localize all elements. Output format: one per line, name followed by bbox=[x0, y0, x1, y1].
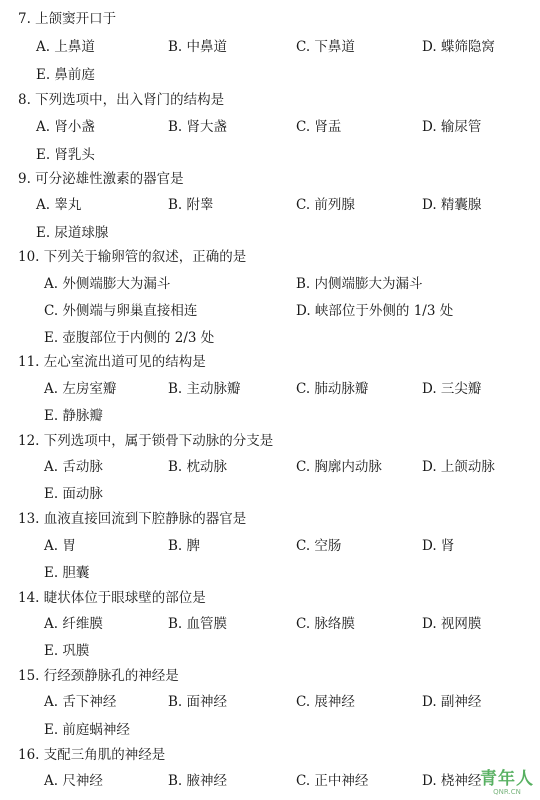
option-b: B. 脾 bbox=[168, 538, 201, 554]
question-title: 8. 下列选项中，出入肾门的结构是 bbox=[18, 92, 225, 108]
option-b: B. 枕动脉 bbox=[168, 459, 228, 475]
option-b: B. 主动脉瓣 bbox=[168, 381, 241, 397]
watermark-logo-text: 青年人 bbox=[480, 769, 534, 789]
question-title: 10. 下列关于输卵管的叙述，正确的是 bbox=[18, 249, 247, 265]
watermark-domain: QNR.CN bbox=[493, 788, 521, 796]
option-e: E. 胆囊 bbox=[44, 565, 90, 581]
option-b: B. 肾大盏 bbox=[168, 119, 228, 135]
option-c: C. 肾盂 bbox=[296, 119, 342, 135]
option-d: D. 视网膜 bbox=[422, 616, 482, 632]
option-c: C. 下鼻道 bbox=[296, 39, 355, 55]
question-title: 9. 可分泌雄性激素的器官是 bbox=[18, 171, 184, 187]
option-a: A. 上鼻道 bbox=[36, 39, 95, 55]
option-e: E. 尿道球腺 bbox=[36, 225, 109, 241]
question-title: 7. 上颌窦开口于 bbox=[18, 11, 117, 27]
question-title: 14. 睫状体位于眼球壁的部位是 bbox=[18, 590, 206, 606]
option-d: D. 峡部位于外侧的 1/3 处 bbox=[296, 303, 454, 319]
option-a: A. 舌动脉 bbox=[44, 459, 103, 475]
question-title: 13. 血液直接回流到下腔静脉的器官是 bbox=[18, 511, 247, 527]
option-e: E. 鼻前庭 bbox=[36, 67, 95, 83]
option-e: E. 前庭蜗神经 bbox=[44, 722, 130, 738]
option-a: A. 尺神经 bbox=[44, 773, 103, 789]
option-c: C. 前列腺 bbox=[296, 197, 355, 213]
question-title: 11. 左心室流出道可见的结构是 bbox=[18, 354, 206, 370]
option-a: A. 胃 bbox=[44, 538, 76, 554]
option-b: B. 中鼻道 bbox=[168, 39, 228, 55]
option-c: C. 外侧端与卵巢直接相连 bbox=[44, 303, 198, 319]
option-c: C. 脉络膜 bbox=[296, 616, 355, 632]
option-a: A. 睾丸 bbox=[36, 197, 82, 213]
option-a: A. 左房室瓣 bbox=[44, 381, 117, 397]
option-d: D. 输尿管 bbox=[422, 119, 482, 135]
option-d: D. 蝶筛隐窝 bbox=[422, 39, 495, 55]
option-b: B. 附睾 bbox=[168, 197, 214, 213]
option-c: C. 胸廓内动脉 bbox=[296, 459, 382, 475]
option-d: D. 肾 bbox=[422, 538, 455, 554]
option-c: C. 肺动脉瓣 bbox=[296, 381, 369, 397]
option-a: A. 肾小盏 bbox=[36, 119, 95, 135]
option-b: B. 面神经 bbox=[168, 694, 228, 710]
option-e: E. 面动脉 bbox=[44, 486, 103, 502]
option-e: E. 巩膜 bbox=[44, 643, 90, 659]
option-a: A. 纤维膜 bbox=[44, 616, 103, 632]
option-b: B. 腋神经 bbox=[168, 773, 228, 789]
option-c: C. 正中神经 bbox=[296, 773, 369, 789]
option-e: E. 壶腹部位于内侧的 2/3 处 bbox=[44, 330, 215, 346]
option-d: D. 精囊腺 bbox=[422, 197, 482, 213]
question-title: 16. 支配三角肌的神经是 bbox=[18, 747, 166, 763]
question-title: 12. 下列选项中，属于锁骨下动脉的分支是 bbox=[18, 433, 274, 449]
option-e: E. 肾乳头 bbox=[36, 147, 95, 163]
question-title: 15. 行经颈静脉孔的神经是 bbox=[18, 668, 179, 684]
option-b: B. 血管膜 bbox=[168, 616, 228, 632]
option-d: D. 桡神经 bbox=[422, 773, 482, 789]
option-b: B. 内侧端膨大为漏斗 bbox=[296, 276, 423, 292]
option-c: C. 空肠 bbox=[296, 538, 342, 554]
option-d: D. 副神经 bbox=[422, 694, 482, 710]
option-d: D. 上颌动脉 bbox=[422, 459, 495, 475]
option-a: A. 舌下神经 bbox=[44, 694, 117, 710]
option-d: D. 三尖瓣 bbox=[422, 381, 482, 397]
option-a: A. 外侧端膨大为漏斗 bbox=[44, 276, 171, 292]
site-watermark bbox=[480, 770, 534, 796]
option-c: C. 展神经 bbox=[296, 694, 355, 710]
option-e: E. 静脉瓣 bbox=[44, 408, 103, 424]
